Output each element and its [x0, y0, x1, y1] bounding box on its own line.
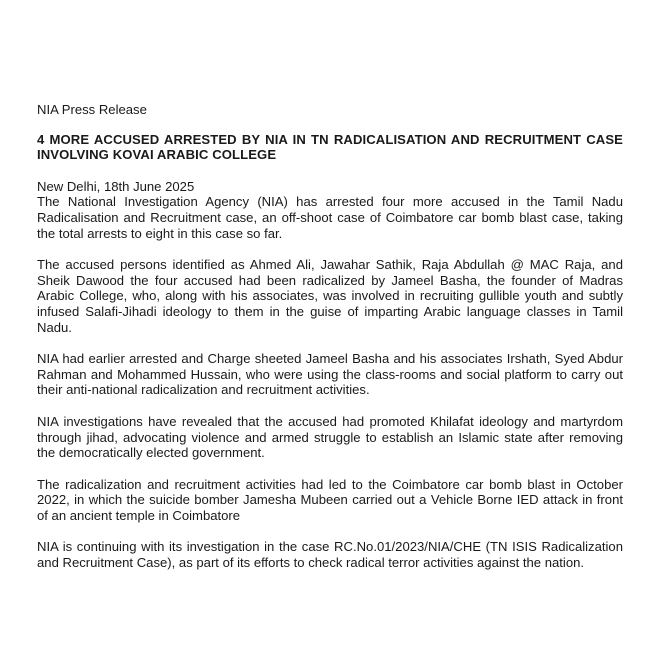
- press-release-headline: 4 MORE ACCUSED ARRESTED BY NIA IN TN RADICALISATION AND RECRUITMENT CASE INVOLVING KOVAI ARABIC COLLEGE: [37, 131, 623, 163]
- press-release-document: [37, 102, 623, 587]
- paragraph-continuing-investigation: NIA is continuing with its investigation in the case RC.No.01/2023/NIA/CHE (TN ISIS Radicalization and Recruitment Case), as part of its efforts to check radical terror activities against the nation.: [37, 539, 623, 571]
- paragraph-earlier-chargesheet: NIA had earlier arrested and Charge sheeted Jameel Basha and his associates Irshath, Syed Abdur Rahman and Mohammed Hussain, who were using the class-rooms and social platform to carry out their anti-national radicalization and recruitment activities.: [37, 351, 623, 398]
- paragraph-car-bomb-blast: The radicalization and recruitment activities had led to the Coimbatore car bomb blast in October 2022, in which the suicide bomber Jamesha Mubeen carried out a Vehicle Borne IED attack in front of an ancient temple in Coimbatore: [37, 476, 623, 523]
- press-release-label: NIA Press Release: [37, 102, 147, 117]
- press-release-dateline: New Delhi, 18th June 2025: [37, 178, 195, 194]
- paragraph-investigation-findings: NIA investigations have revealed that the accused had promoted Khilafat ideology and martyrdom through jihad, advocating violence and armed struggle to establish an Islamic state after removing the democratically elected government.: [37, 413, 623, 461]
- paragraph-arrest-summary: The National Investigation Agency (NIA) has arrested four more accused in the Tamil Nadu Radicalisation and Recruitment case, an off-shoot case of Coimbatore car bomb blast case, taking the total arrests to eight in this case so far.: [37, 194, 623, 241]
- paragraph-accused-identified: The accused persons identified as Ahmed Ali, Jawahar Sathik, Raja Abdullah @ MAC Raja, and Sheik Dawood the four accused had been radicalized by Jameel Basha, the founder of Madras Arabic College, who, along with his associates, was involved in recruiting gullible youth and subtly infused Salafi-Jihadi ideology to them in the guise of imparting Arabic language classes in Tamil Nadu.: [37, 257, 623, 335]
